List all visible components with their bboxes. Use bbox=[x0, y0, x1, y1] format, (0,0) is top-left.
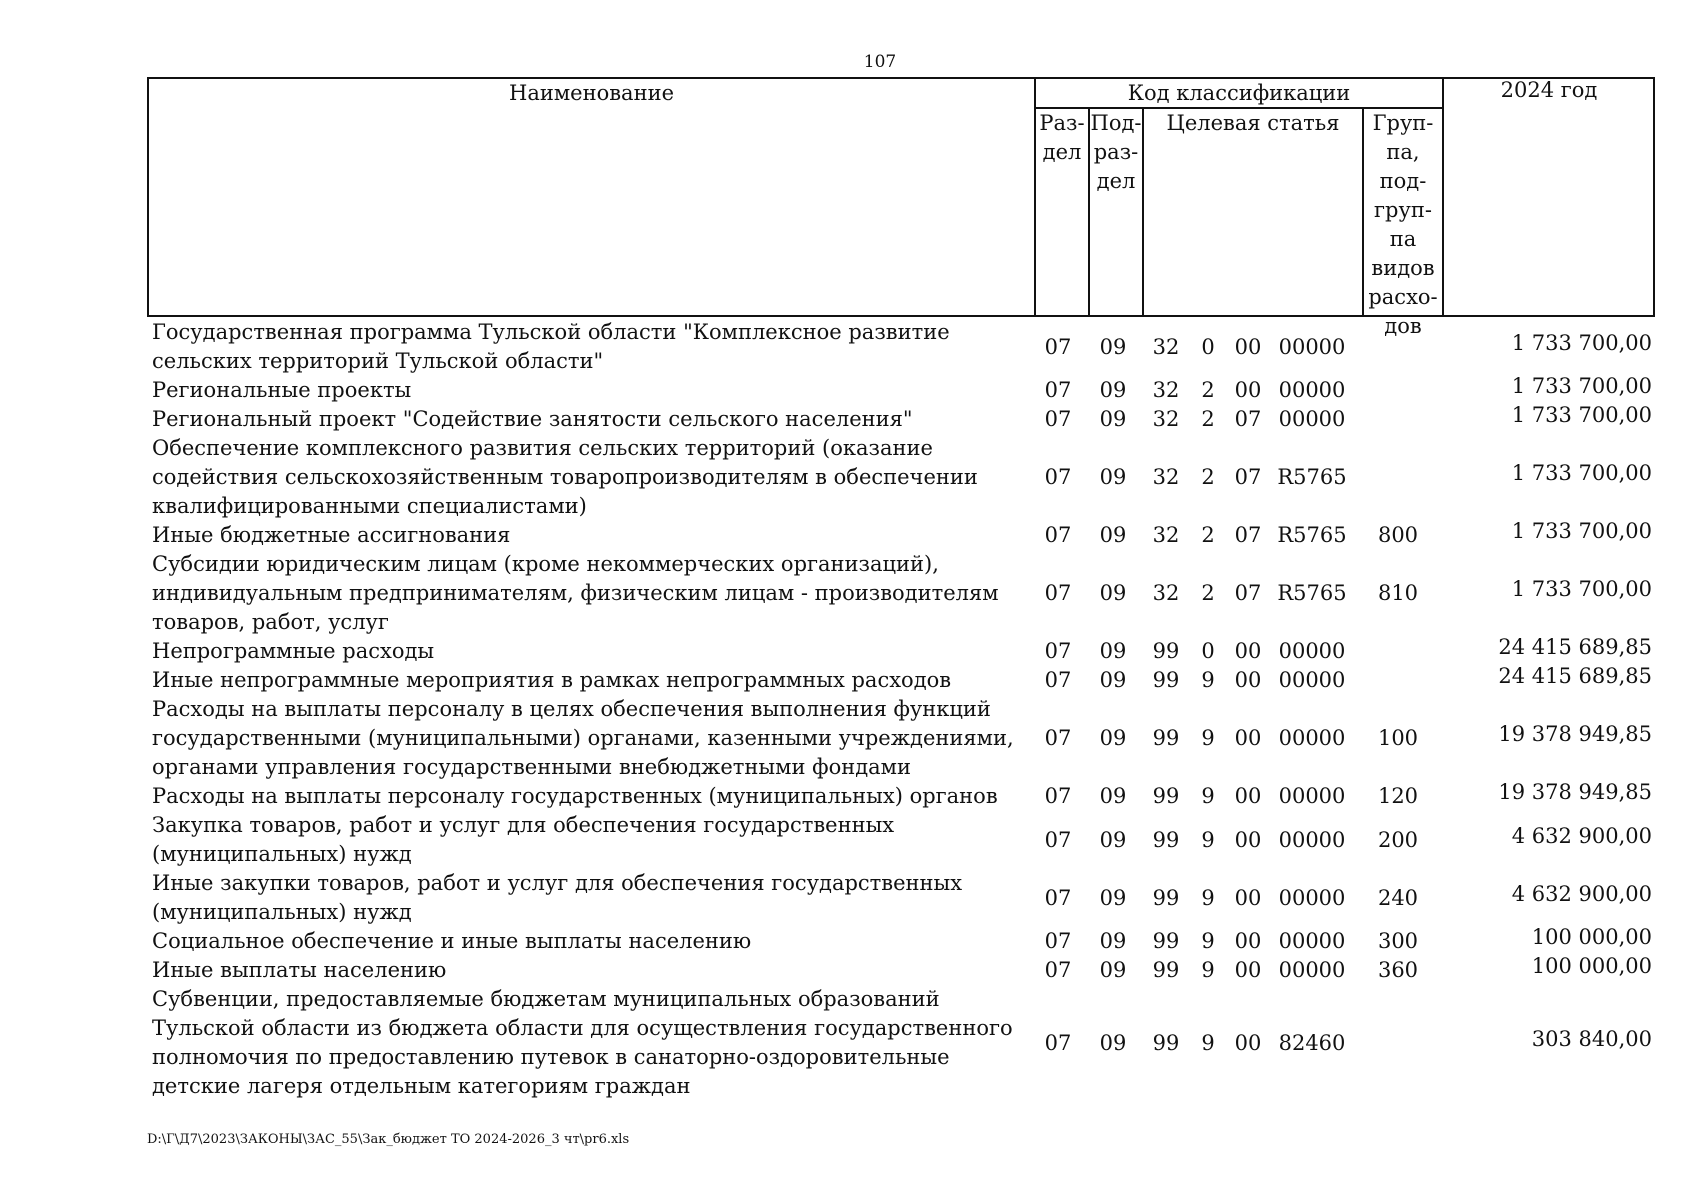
row-target-event: 00 bbox=[1234, 1030, 1262, 1055]
table-row bbox=[152, 318, 1652, 376]
row-podrazdel: 09 bbox=[1099, 726, 1127, 750]
row-target-direction: 00000 bbox=[1278, 378, 1346, 402]
divider bbox=[1442, 79, 1444, 315]
row-podrazdel: 09 bbox=[1099, 885, 1127, 910]
table-row bbox=[152, 521, 1652, 550]
divider bbox=[1142, 109, 1144, 315]
row-podrazdel: 09 bbox=[1099, 407, 1127, 431]
row-expense-group: 100 bbox=[1377, 726, 1419, 750]
row-name: Иные непрограммные мероприятия в рамках непрограммных расходов bbox=[152, 668, 952, 692]
row-target-event: 00 bbox=[1234, 726, 1262, 750]
row-razdel: 07 bbox=[1044, 639, 1072, 663]
table-row bbox=[152, 637, 1652, 666]
row-name: Расходы на выплаты персоналу в целях обеспечения выполнения функций государственными (муниципальными) органами, казенными учреждениями, органами управления государственными внебюджетными фондами bbox=[152, 697, 1014, 779]
row-razdel: 07 bbox=[1044, 465, 1072, 489]
row-expense-group: 360 bbox=[1377, 958, 1419, 982]
row-target-direction: 00000 bbox=[1278, 726, 1346, 750]
row-name: Обеспечение комплексного развития сельских территорий (оказание содействия сельскохозяйственным товаропроизводителям в обеспечении квалифицированными специалистами) bbox=[152, 436, 978, 518]
row-target-event: 07 bbox=[1234, 523, 1262, 547]
row-target-subprogram: 2 bbox=[1201, 407, 1215, 431]
row-expense-group: 240 bbox=[1377, 885, 1419, 910]
row-name: Непрограммные расходы bbox=[152, 639, 435, 663]
row-target-event: 00 bbox=[1234, 929, 1262, 953]
row-amount: 1 733 700,00 bbox=[1511, 577, 1652, 601]
row-target-program: 99 bbox=[1152, 726, 1180, 750]
row-podrazdel: 09 bbox=[1099, 639, 1127, 663]
row-podrazdel: 09 bbox=[1099, 929, 1127, 953]
row-amount: 1 733 700,00 bbox=[1511, 519, 1652, 543]
row-razdel: 07 bbox=[1044, 958, 1072, 982]
row-target-subprogram: 9 bbox=[1201, 929, 1215, 953]
row-amount: 100 000,00 bbox=[1531, 925, 1652, 949]
row-amount: 1 733 700,00 bbox=[1511, 330, 1652, 355]
row-expense-group: 120 bbox=[1377, 784, 1419, 808]
row-target-program: 32 bbox=[1152, 378, 1180, 402]
row-razdel: 07 bbox=[1044, 726, 1072, 750]
row-target-subprogram: 9 bbox=[1201, 827, 1215, 852]
row-amount: 24 415 689,85 bbox=[1498, 635, 1652, 659]
row-target-subprogram: 2 bbox=[1201, 378, 1215, 402]
row-podrazdel: 09 bbox=[1099, 827, 1127, 852]
row-razdel: 07 bbox=[1044, 334, 1072, 359]
row-expense-group: 300 bbox=[1377, 929, 1419, 953]
row-podrazdel: 09 bbox=[1099, 958, 1127, 982]
row-podrazdel: 09 bbox=[1099, 668, 1127, 692]
row-podrazdel: 09 bbox=[1099, 1030, 1127, 1055]
header-expense-group: Груп- па, под- груп- па видов расхо- дов bbox=[1368, 111, 1438, 338]
row-target-program: 32 bbox=[1152, 407, 1180, 431]
row-target-event: 00 bbox=[1234, 334, 1262, 359]
row-expense-group: 800 bbox=[1377, 523, 1419, 547]
row-target-direction: 00000 bbox=[1278, 885, 1346, 910]
row-target-program: 99 bbox=[1152, 784, 1180, 808]
row-name: Социальное обеспечение и иные выплаты населению bbox=[152, 929, 752, 953]
header-target-article: Целевая статья bbox=[1166, 111, 1340, 135]
row-expense-group: 200 bbox=[1377, 827, 1419, 852]
row-amount: 303 840,00 bbox=[1531, 1026, 1652, 1051]
page-number: 107 bbox=[863, 52, 897, 72]
row-name: Иные бюджетные ассигнования bbox=[152, 523, 511, 547]
row-amount: 19 378 949,85 bbox=[1498, 780, 1652, 804]
row-name: Государственная программа Тульской области "Комплексное развитие сельских территорий Тульской области" bbox=[152, 320, 950, 373]
row-target-event: 00 bbox=[1234, 668, 1262, 692]
row-target-subprogram: 2 bbox=[1201, 581, 1215, 605]
row-target-program: 32 bbox=[1152, 523, 1180, 547]
row-name: Субсидии юридическим лицам (кроме некоммерческих организаций), индивидуальным предпринимателям, физическим лицам - производителям товаров, работ, услуг bbox=[152, 552, 999, 634]
row-target-subprogram: 9 bbox=[1201, 885, 1215, 910]
row-target-direction: 00000 bbox=[1278, 784, 1346, 808]
row-podrazdel: 09 bbox=[1099, 465, 1127, 489]
row-target-event: 00 bbox=[1234, 958, 1262, 982]
table-row bbox=[152, 695, 1652, 782]
table-row bbox=[152, 869, 1652, 927]
row-amount: 4 632 900,00 bbox=[1511, 823, 1652, 848]
row-amount: 1 733 700,00 bbox=[1511, 461, 1652, 485]
row-razdel: 07 bbox=[1044, 668, 1072, 692]
row-target-program: 99 bbox=[1152, 958, 1180, 982]
row-name: Региональный проект "Содействие занятости сельского населения" bbox=[152, 407, 913, 431]
table-row bbox=[152, 550, 1652, 637]
row-target-program: 99 bbox=[1152, 929, 1180, 953]
row-name: Расходы на выплаты персоналу государственных (муниципальных) органов bbox=[152, 784, 998, 808]
row-target-direction: 00000 bbox=[1278, 407, 1346, 431]
row-target-direction: 00000 bbox=[1278, 334, 1346, 359]
row-target-subprogram: 9 bbox=[1201, 1030, 1215, 1055]
row-name: Иные выплаты населению bbox=[152, 958, 447, 982]
row-razdel: 07 bbox=[1044, 784, 1072, 808]
row-target-program: 32 bbox=[1152, 465, 1180, 489]
row-razdel: 07 bbox=[1044, 378, 1072, 402]
row-podrazdel: 09 bbox=[1099, 378, 1127, 402]
row-razdel: 07 bbox=[1044, 523, 1072, 547]
row-target-event: 00 bbox=[1234, 784, 1262, 808]
row-amount: 1 733 700,00 bbox=[1511, 374, 1652, 398]
row-amount: 24 415 689,85 bbox=[1498, 664, 1652, 688]
table-row bbox=[152, 956, 1652, 985]
row-target-subprogram: 0 bbox=[1201, 639, 1215, 663]
row-razdel: 07 bbox=[1044, 1030, 1072, 1055]
row-razdel: 07 bbox=[1044, 885, 1072, 910]
table-row bbox=[152, 811, 1652, 869]
row-target-event: 07 bbox=[1234, 465, 1262, 489]
table-row bbox=[152, 927, 1652, 956]
row-target-program: 32 bbox=[1152, 334, 1180, 359]
header-name: Наименование bbox=[509, 81, 674, 105]
file-path-footer: D:\Г\Д7\2023\ЗАКОНЫ\ЗАС_55\Зак_бюджет ТО 2024-2026_3 чт\pr6.xls bbox=[147, 1132, 630, 1147]
row-podrazdel: 09 bbox=[1099, 334, 1127, 359]
row-target-program: 99 bbox=[1152, 668, 1180, 692]
row-razdel: 07 bbox=[1044, 929, 1072, 953]
row-target-event: 07 bbox=[1234, 407, 1262, 431]
row-target-subprogram: 2 bbox=[1201, 465, 1215, 489]
table-body bbox=[152, 318, 1652, 1101]
row-target-event: 07 bbox=[1234, 581, 1262, 605]
row-target-program: 32 bbox=[1152, 581, 1180, 605]
row-name: Иные закупки товаров, работ и услуг для обеспечения государственных (муниципальных) нужд bbox=[152, 871, 963, 924]
row-target-program: 99 bbox=[1152, 885, 1180, 910]
row-podrazdel: 09 bbox=[1099, 523, 1127, 547]
row-name: Закупка товаров, работ и услуг для обеспечения государственных (муниципальных) нужд bbox=[152, 813, 895, 866]
row-amount: 100 000,00 bbox=[1531, 954, 1652, 978]
table-header bbox=[147, 77, 1655, 338]
row-target-direction: 00000 bbox=[1278, 929, 1346, 953]
row-target-program: 99 bbox=[1152, 827, 1180, 852]
row-target-direction: R5765 bbox=[1277, 465, 1347, 489]
row-target-direction: 00000 bbox=[1278, 827, 1346, 852]
row-target-subprogram: 9 bbox=[1201, 784, 1215, 808]
header-code-classification: Код классификации bbox=[1127, 81, 1351, 105]
row-target-event: 00 bbox=[1234, 378, 1262, 402]
row-razdel: 07 bbox=[1044, 581, 1072, 605]
header-razdel: Раз- дел bbox=[1039, 111, 1085, 164]
row-podrazdel: 09 bbox=[1099, 581, 1127, 605]
row-target-subprogram: 9 bbox=[1201, 958, 1215, 982]
table-row bbox=[152, 405, 1652, 434]
row-target-direction: 00000 bbox=[1278, 668, 1346, 692]
table-row bbox=[152, 434, 1652, 521]
row-target-subprogram: 9 bbox=[1201, 668, 1215, 692]
row-target-direction: 00000 bbox=[1278, 958, 1346, 982]
row-target-direction: 82460 bbox=[1278, 1030, 1346, 1055]
header-year: 2024 год bbox=[1500, 78, 1598, 102]
row-target-program: 99 bbox=[1152, 1030, 1180, 1055]
row-target-subprogram: 2 bbox=[1201, 523, 1215, 547]
row-target-event: 00 bbox=[1234, 827, 1262, 852]
row-razdel: 07 bbox=[1044, 407, 1072, 431]
row-target-program: 99 bbox=[1152, 639, 1180, 663]
row-name: Региональные проекты bbox=[152, 378, 412, 402]
row-target-direction: R5765 bbox=[1277, 523, 1347, 547]
table-row bbox=[152, 666, 1652, 695]
row-amount: 4 632 900,00 bbox=[1511, 881, 1652, 906]
row-target-event: 00 bbox=[1234, 885, 1262, 910]
row-target-direction: R5765 bbox=[1277, 581, 1347, 605]
row-target-event: 00 bbox=[1234, 639, 1262, 663]
table-row bbox=[152, 782, 1652, 811]
row-razdel: 07 bbox=[1044, 827, 1072, 852]
table-row bbox=[152, 985, 1652, 1101]
row-amount: 19 378 949,85 bbox=[1498, 722, 1652, 746]
table-row bbox=[152, 376, 1652, 405]
row-target-subprogram: 0 bbox=[1201, 334, 1215, 359]
row-name: Субвенции, предоставляемые бюджетам муниципальных образований Тульской области из бюджета области для осуществления государственного полномочия по предоставлению путевок в санаторно-оздоровительные детские лагеря отдельным категориям граждан bbox=[152, 987, 1013, 1098]
row-amount: 1 733 700,00 bbox=[1511, 403, 1652, 427]
row-expense-group: 810 bbox=[1377, 581, 1419, 605]
row-target-direction: 00000 bbox=[1278, 639, 1346, 663]
header-podrazdel: Под- раз- дел bbox=[1090, 111, 1142, 193]
row-podrazdel: 09 bbox=[1099, 784, 1127, 808]
row-target-subprogram: 9 bbox=[1201, 726, 1215, 750]
